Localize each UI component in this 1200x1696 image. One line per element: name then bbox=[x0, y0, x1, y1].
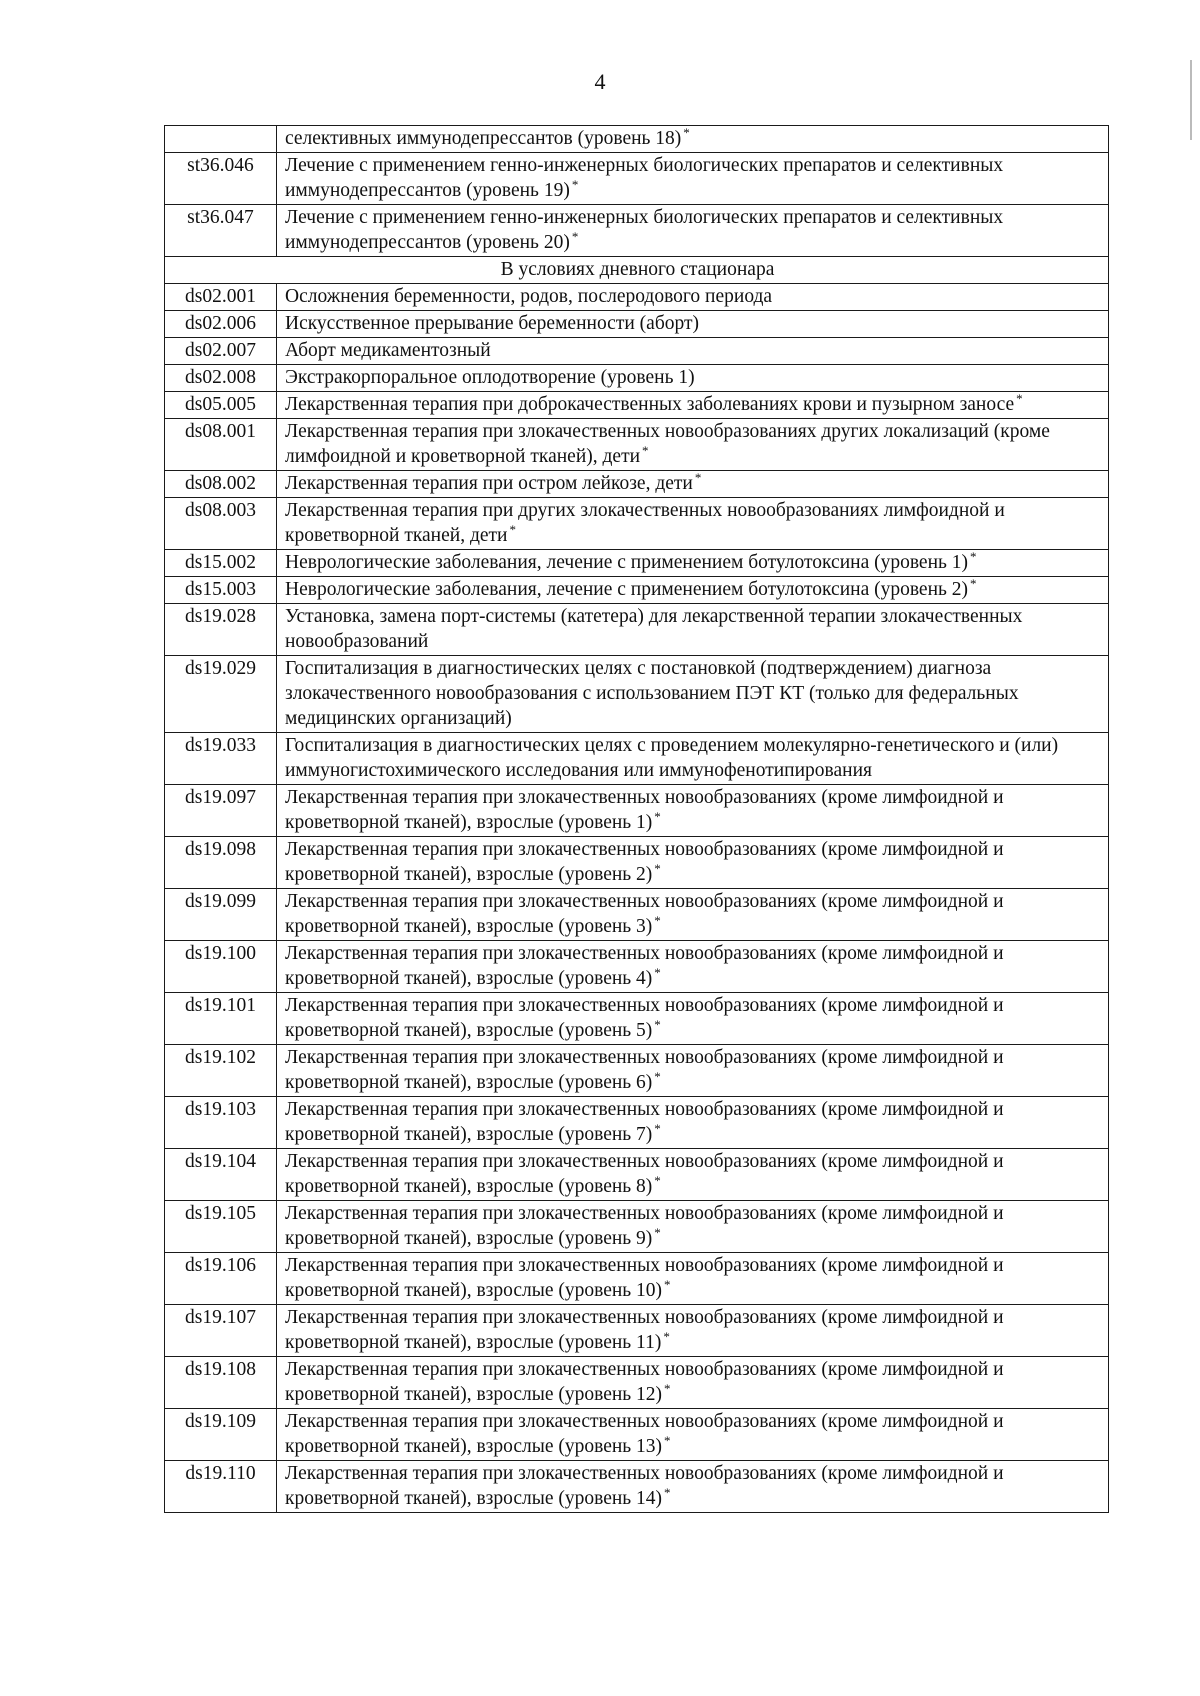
row-code: ds19.107 bbox=[165, 1305, 277, 1357]
row-description-cell bbox=[277, 126, 1109, 153]
table-row bbox=[165, 733, 1109, 785]
row-description-cell bbox=[277, 1305, 1109, 1357]
row-description: Неврологические заболевания, лечение с применением ботулотоксина (уровень 2) bbox=[285, 579, 969, 600]
table-row bbox=[165, 153, 1109, 205]
table-row bbox=[165, 498, 1109, 550]
row-description-cell bbox=[277, 604, 1109, 656]
row-description: Лекарственная терапия при злокачественных новообразованиях (кроме лимфоидной и кроветворной тканей), взрослые (уровень 5) bbox=[285, 995, 1004, 1041]
row-code: ds19.101 bbox=[165, 993, 277, 1045]
row-description-cell bbox=[277, 338, 1109, 365]
row-code: ds02.007 bbox=[165, 338, 277, 365]
footnote-marker: * bbox=[664, 1484, 671, 1500]
table-row bbox=[165, 889, 1109, 941]
row-description-cell bbox=[277, 1201, 1109, 1253]
row-description: Лекарственная терапия при злокачественных новообразованиях других локализаций (кроме лимфоидной и кроветворной тканей), дети bbox=[285, 421, 1050, 467]
footnote-marker: * bbox=[664, 1432, 671, 1448]
row-description: Лекарственная терапия при злокачественных новообразованиях (кроме лимфоидной и кроветворной тканей), взрослые (уровень 3) bbox=[285, 891, 1004, 937]
table-row bbox=[165, 1253, 1109, 1305]
table-row bbox=[165, 1045, 1109, 1097]
row-description-cell bbox=[277, 1097, 1109, 1149]
row-code: ds08.002 bbox=[165, 471, 277, 498]
row-code: ds19.108 bbox=[165, 1357, 277, 1409]
scan-edge-mark bbox=[1190, 60, 1192, 140]
row-description: Лечение с применением генно-инженерных биологических препаратов и селективных иммунодепрессантов (уровень 20) bbox=[285, 207, 1004, 253]
row-description-cell bbox=[277, 550, 1109, 577]
footnote-marker: * bbox=[654, 1172, 661, 1188]
footnote-marker: * bbox=[694, 469, 702, 485]
row-description-cell bbox=[277, 1409, 1109, 1461]
row-description: Лекарственная терапия при остром лейкозе, дети bbox=[285, 473, 693, 494]
table-row bbox=[165, 1461, 1109, 1513]
table-row bbox=[165, 365, 1109, 392]
row-description-cell bbox=[277, 1253, 1109, 1305]
row-description-cell bbox=[277, 1045, 1109, 1097]
row-description: Лекарственная терапия при доброкачественных заболеваниях крови и пузырном заносе bbox=[285, 394, 1015, 415]
table-row bbox=[165, 1201, 1109, 1253]
row-description-cell bbox=[277, 1149, 1109, 1201]
row-description: Госпитализация в диагностических целях с проведением молекулярно-генетического и (или) иммуногистохимического исследования или иммунофенотипирования bbox=[285, 735, 1059, 781]
row-description: Лекарственная терапия при злокачественных новообразованиях (кроме лимфоидной и кроветворной тканей), взрослые (уровень 11) bbox=[285, 1307, 1004, 1353]
row-description-cell bbox=[277, 1357, 1109, 1409]
row-code: ds19.033 bbox=[165, 733, 277, 785]
table-row bbox=[165, 1305, 1109, 1357]
table-row bbox=[165, 1149, 1109, 1201]
footnote-marker: * bbox=[654, 1068, 661, 1084]
row-description: Лекарственная терапия при злокачественных новообразованиях (кроме лимфоидной и кроветворной тканей), взрослые (уровень 2) bbox=[285, 839, 1004, 885]
table-row bbox=[165, 1097, 1109, 1149]
row-code: ds19.110 bbox=[165, 1461, 277, 1513]
table-row bbox=[165, 604, 1109, 656]
row-description-cell bbox=[277, 941, 1109, 993]
row-code: ds19.100 bbox=[165, 941, 277, 993]
row-code: ds19.103 bbox=[165, 1097, 277, 1149]
row-description-cell bbox=[277, 785, 1109, 837]
footnote-marker: * bbox=[664, 1380, 671, 1396]
footnote-marker: * bbox=[654, 860, 661, 876]
row-description: Лекарственная терапия при злокачественных новообразованиях (кроме лимфоидной и кроветворной тканей), взрослые (уровень 1) bbox=[285, 787, 1004, 833]
row-description-cell bbox=[277, 284, 1109, 311]
table-row bbox=[165, 338, 1109, 365]
table-row bbox=[165, 577, 1109, 604]
row-code: st36.047 bbox=[165, 205, 277, 257]
footnote-marker: * bbox=[654, 1224, 661, 1240]
row-description-cell bbox=[277, 837, 1109, 889]
row-description: Лекарственная терапия при злокачественных новообразованиях (кроме лимфоидной и кроветворной тканей), взрослые (уровень 14) bbox=[285, 1463, 1004, 1509]
tariff-table bbox=[164, 125, 1109, 1513]
row-description-cell bbox=[277, 733, 1109, 785]
row-code: ds19.106 bbox=[165, 1253, 277, 1305]
table-row bbox=[165, 550, 1109, 577]
row-code bbox=[165, 126, 277, 153]
row-description-cell bbox=[277, 365, 1109, 392]
row-description: Госпитализация в диагностических целях с постановкой (подтверждением) диагноза злокачественного новообразования с использованием ПЭТ КТ (только для федеральных медицинских организаций) bbox=[285, 658, 1019, 729]
footnote-marker: * bbox=[664, 1276, 671, 1292]
row-code: ds15.003 bbox=[165, 577, 277, 604]
row-description: Установка, замена порт-системы (катетера) для лекарственной терапии злокачественных новообразований bbox=[285, 606, 1023, 652]
footnote-marker: * bbox=[654, 964, 661, 980]
table-row bbox=[165, 941, 1109, 993]
row-code: ds02.008 bbox=[165, 365, 277, 392]
row-code: ds19.029 bbox=[165, 656, 277, 733]
row-description: Лекарственная терапия при злокачественных новообразованиях (кроме лимфоидной и кроветворной тканей), взрослые (уровень 8) bbox=[285, 1151, 1004, 1197]
row-code: ds08.003 bbox=[165, 498, 277, 550]
table-row bbox=[165, 993, 1109, 1045]
row-code: ds15.002 bbox=[165, 550, 277, 577]
row-code: ds08.001 bbox=[165, 419, 277, 471]
row-code: ds19.102 bbox=[165, 1045, 277, 1097]
row-description: Лекарственная терапия при злокачественных новообразованиях (кроме лимфоидной и кроветворной тканей), взрослые (уровень 7) bbox=[285, 1099, 1004, 1145]
table-row bbox=[165, 471, 1109, 498]
row-description: Лекарственная терапия при злокачественных новообразованиях (кроме лимфоидной и кроветворной тканей), взрослые (уровень 12) bbox=[285, 1359, 1004, 1405]
row-description: Лекарственная терапия при злокачественных новообразованиях (кроме лимфоидной и кроветворной тканей), взрослые (уровень 6) bbox=[285, 1047, 1004, 1093]
row-code: ds19.028 bbox=[165, 604, 277, 656]
table-row bbox=[165, 837, 1109, 889]
footnote-marker: * bbox=[970, 575, 977, 591]
row-code: ds19.104 bbox=[165, 1149, 277, 1201]
row-code: ds19.109 bbox=[165, 1409, 277, 1461]
row-description-cell bbox=[277, 205, 1109, 257]
row-description-cell bbox=[277, 889, 1109, 941]
row-code: ds05.005 bbox=[165, 392, 277, 419]
table-row bbox=[165, 392, 1109, 419]
row-code: ds19.105 bbox=[165, 1201, 277, 1253]
row-description: Лекарственная терапия при злокачественных новообразованиях (кроме лимфоидной и кроветворной тканей), взрослые (уровень 13) bbox=[285, 1411, 1004, 1457]
row-description-cell bbox=[277, 577, 1109, 604]
footnote-marker: * bbox=[654, 1016, 661, 1032]
row-description: Лекарственная терапия при злокачественных новообразованиях (кроме лимфоидной и кроветворной тканей), взрослые (уровень 9) bbox=[285, 1203, 1004, 1249]
row-code: st36.046 bbox=[165, 153, 277, 205]
row-description-cell bbox=[277, 498, 1109, 550]
footnote-marker: * bbox=[663, 1328, 670, 1344]
footnote-marker: * bbox=[970, 548, 977, 564]
table-row bbox=[165, 284, 1109, 311]
table-row bbox=[165, 785, 1109, 837]
page-number: 4 bbox=[594, 69, 606, 94]
table-row bbox=[165, 205, 1109, 257]
row-description-cell bbox=[277, 1461, 1109, 1513]
footnote-marker: * bbox=[571, 176, 579, 192]
footnote-marker: * bbox=[509, 521, 516, 537]
footnote-marker: * bbox=[571, 228, 579, 244]
row-description-cell bbox=[277, 419, 1109, 471]
row-description-cell bbox=[277, 471, 1109, 498]
row-description-cell bbox=[277, 656, 1109, 733]
footnote-marker: * bbox=[1016, 390, 1023, 406]
row-code: ds19.099 bbox=[165, 889, 277, 941]
row-description: Экстракорпоральное оплодотворение (уровень 1) bbox=[285, 367, 695, 388]
footnote-marker: * bbox=[654, 808, 661, 824]
row-code: ds02.001 bbox=[165, 284, 277, 311]
row-description: Неврологические заболевания, лечение с применением ботулотоксина (уровень 1) bbox=[285, 552, 969, 573]
table-row bbox=[165, 126, 1109, 153]
row-description-cell bbox=[277, 392, 1109, 419]
row-code: ds19.098 bbox=[165, 837, 277, 889]
row-description-cell bbox=[277, 993, 1109, 1045]
row-code: ds02.006 bbox=[165, 311, 277, 338]
section-title: В условиях дневного стационара bbox=[165, 257, 1109, 284]
row-description: Осложнения беременности, родов, послеродового периода bbox=[285, 286, 773, 307]
table-row bbox=[165, 1357, 1109, 1409]
table-row bbox=[165, 419, 1109, 471]
row-code: ds19.097 bbox=[165, 785, 277, 837]
row-description: Лечение с применением генно-инженерных биологических препаратов и селективных иммунодепрессантов (уровень 19) bbox=[285, 155, 1004, 201]
row-description: селективных иммунодепрессантов (уровень 18) bbox=[285, 128, 682, 149]
table-row bbox=[165, 1409, 1109, 1461]
table-body bbox=[165, 126, 1109, 1513]
row-description-cell bbox=[277, 153, 1109, 205]
row-description: Лекарственная терапия при злокачественных новообразованиях (кроме лимфоидной и кроветворной тканей), взрослые (уровень 10) bbox=[285, 1255, 1004, 1301]
row-description-cell bbox=[277, 311, 1109, 338]
footnote-marker: * bbox=[654, 912, 661, 928]
row-description: Аборт медикаментозный bbox=[285, 340, 491, 361]
row-description: Лекарственная терапия при других злокачественных новообразованиях лимфоидной и кроветворной тканей, дети bbox=[285, 500, 1005, 546]
row-description: Лекарственная терапия при злокачественных новообразованиях (кроме лимфоидной и кроветворной тканей), взрослые (уровень 4) bbox=[285, 943, 1004, 989]
row-description: Искусственное прерывание беременности (аборт) bbox=[285, 313, 699, 334]
footnote-marker: * bbox=[654, 1120, 661, 1136]
table-row bbox=[165, 656, 1109, 733]
footnote-marker: * bbox=[683, 124, 690, 140]
table-row bbox=[165, 311, 1109, 338]
footnote-marker: * bbox=[642, 442, 649, 458]
section-row bbox=[165, 257, 1109, 284]
